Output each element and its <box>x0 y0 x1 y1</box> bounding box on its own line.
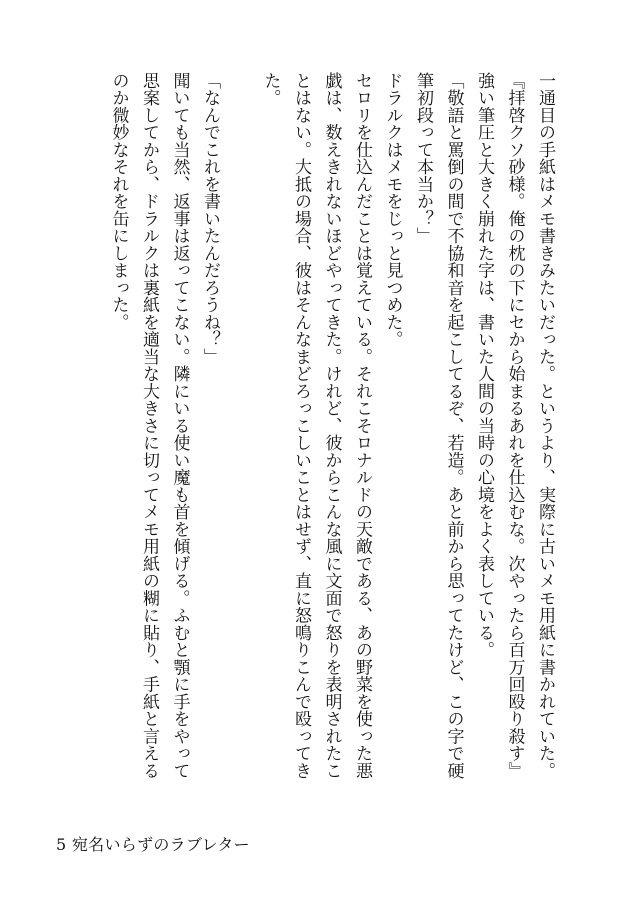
paragraph-3: 強い筆圧と大きく崩れた字は、書いた人間の当時の心境をよく表している。 <box>474 72 494 659</box>
chapter-title: 宛名いらずのラブレター <box>71 835 250 854</box>
page-number: 5 <box>56 835 67 854</box>
paragraph-8: 聞いても当然、返事は返ってこない。隣にいる使い魔も首を傾げる。ふむと顎に手をやって思案してから、ドラルクは裏紙を適当な大きさに切ってメモ用紙の糊に貼り、手紙と言えるのか微妙なそれを缶にしまった。 <box>108 72 190 780</box>
paragraph-1: 一通目の手紙はメモ書きみたいだった。というより、実際に古いメモ用紙に書かれていた。 <box>535 72 555 780</box>
paragraph-2: 『拝啓クソ砂様。俺の枕の下にセから始まるあれを仕込むな。次やったら百万回殴り殺す』 <box>504 72 525 780</box>
paragraph-4: 「敬語と罵倒の間で不協和音を起こしてるぞ、若造。あと前から思ってたけど、この字で硬筆初段って本当か？」 <box>413 72 464 780</box>
vertical-body-text <box>44 72 560 792</box>
paragraph-7: 「なんでこれを書いたんだろうね？」 <box>200 72 220 366</box>
page-footer <box>56 832 250 855</box>
paragraph-6: セロリを仕込んだことは覚えている。それこそロナルドの天敵である、あの野菜を使った悪戯は、数えきれないほどやってきた。けれど、彼からこんな風に文面で怒りを表明されたことはない。大抵の場合、彼はそんなまどろっこしいことはせず、直に怒鳴りこんで殴ってきた。 <box>260 72 372 780</box>
paragraph-5: ドラルクはメモをじっと見つめた。 <box>382 72 403 348</box>
